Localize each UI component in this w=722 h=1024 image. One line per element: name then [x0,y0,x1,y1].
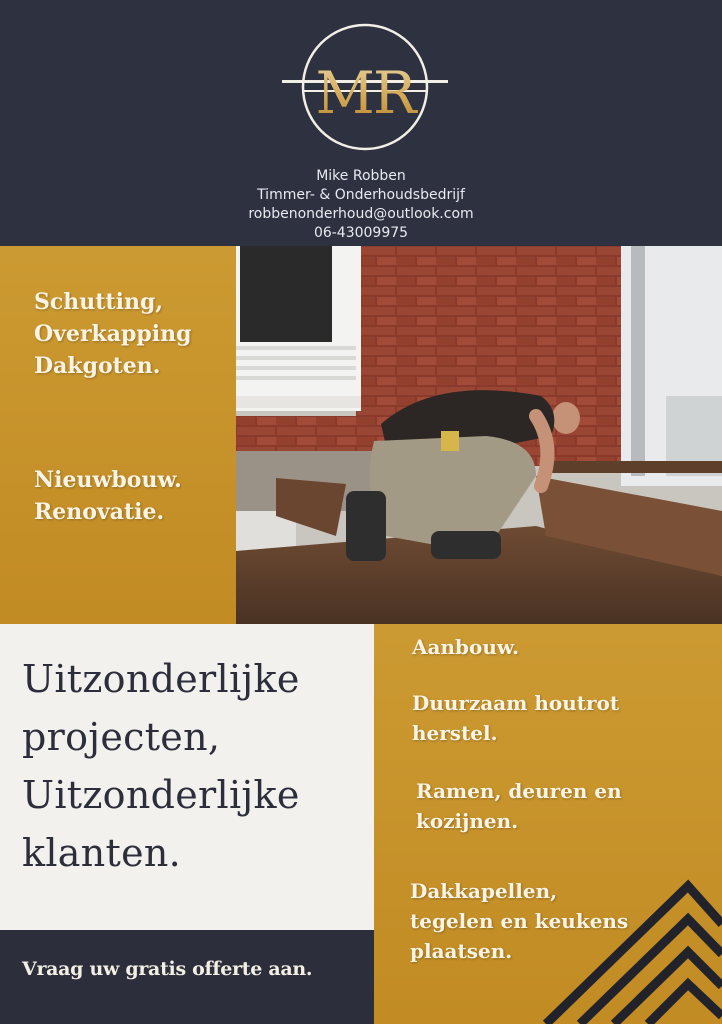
service-houtrot [412,688,619,748]
service-line: Dakgoten. [34,353,161,379]
headline [22,650,367,882]
service-line: Aanbouw. [412,635,520,659]
headline-line: Uitzonderlijke [22,773,300,817]
email-link[interactable]: robbenonderhoud@outlook.com [248,206,474,222]
service-line: Ramen, deuren en [416,779,622,803]
logo-monogram: MR [315,59,415,127]
company-name: Timmer- & Onderhoudsbedrijf [257,187,465,203]
services-block-a [34,286,192,382]
service-line: Dakkapellen, [410,879,558,903]
service-line: Duurzaam houtrot [412,691,620,715]
service-line: plaatsen. [410,939,513,963]
service-line: Schutting, [34,289,163,315]
services-block-b [34,464,182,528]
service-line: tegelen en keukens [410,909,629,933]
phone-number[interactable]: 06-43009975 [313,225,409,241]
mr-logo [282,18,448,156]
cta-text: Vraag uw gratis offerte aan. [22,958,313,980]
service-line: Renovatie. [34,499,165,525]
owner-name: Mike Robben [316,168,406,184]
service-ramen [416,776,622,836]
headline-line: projecten, [22,715,221,759]
headline-line: Uitzonderlijke [22,657,300,701]
header-band [0,0,722,246]
service-line: kozijnen. [416,809,519,833]
worker-photo [236,246,722,624]
service-line: herstel. [412,721,498,745]
service-aanbouw [412,632,519,662]
service-dakkapellen [410,876,628,966]
headline-line: klanten. [22,831,182,875]
contact-block [0,166,722,242]
service-line: Nieuwbouw. [34,467,182,493]
service-line: Overkapping [34,321,192,347]
